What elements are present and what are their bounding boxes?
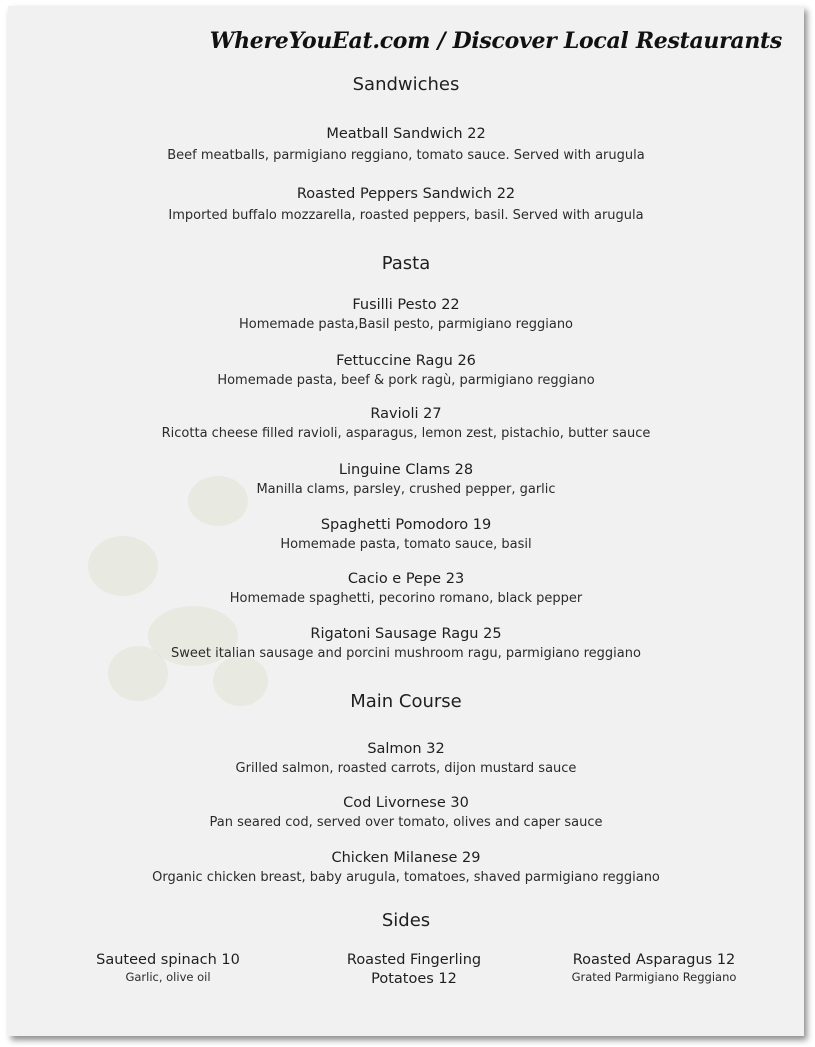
side-item — [78, 951, 258, 984]
menu-item-name: Linguine Clams 28 — [338, 462, 474, 478]
menu-item-name: Fusilli Pesto 22 — [352, 297, 460, 313]
section-title-main-course: Main Course — [350, 691, 462, 712]
menu-item-desc: Grilled salmon, roasted carrots, dijon mustard sauce — [235, 761, 577, 776]
side-item-desc: Garlic, olive oil — [125, 970, 211, 984]
section-title-sandwiches: Sandwiches — [352, 74, 460, 95]
menu-page — [8, 6, 804, 1036]
menu-item-desc: Sweet italian sausage and porcini mushroom ragu, parmigiano reggiano — [171, 646, 641, 661]
menu-item-desc: Homemade pasta, beef & pork ragù, parmigiano reggiano — [217, 373, 595, 388]
menu-item-desc: Ricotta cheese filled ravioli, asparagus, lemon zest, pistachio, butter sauce — [161, 426, 651, 441]
menu-item-desc: Homemade pasta,Basil pesto, parmigiano reggiano — [238, 317, 574, 332]
menu-item-desc: Homemade pasta, tomato sauce, basil — [280, 537, 532, 552]
menu-item-desc: Pan seared cod, served over tomato, olives and caper sauce — [209, 815, 603, 830]
menu-item-name: Ravioli 27 — [370, 406, 442, 422]
side-item-name-line1: Roasted Fingerling — [346, 952, 482, 968]
menu-item-name: Fettuccine Ragu 26 — [336, 353, 476, 369]
side-item-name: Roasted Asparagus 12 — [572, 952, 736, 968]
menu-item-name: Chicken Milanese 29 — [331, 850, 481, 866]
section-title-sides: Sides — [381, 910, 431, 931]
menu-item-name: Roasted Peppers Sandwich 22 — [296, 186, 516, 202]
menu-item-name: Meatball Sandwich 22 — [326, 126, 486, 142]
menu-item-name: Cod Livornese 30 — [343, 795, 469, 811]
watermark-text: WhereYouEat.com / Discover Local Restaurants — [209, 28, 782, 54]
section-title-pasta: Pasta — [381, 253, 431, 274]
side-item-desc: Grated Parmigiano Reggiano — [571, 970, 737, 984]
menu-item-desc: Homemade spaghetti, pecorino romano, black pepper — [229, 591, 583, 606]
menu-item-name: Rigatoni Sausage Ragu 25 — [310, 626, 502, 642]
side-item-name: Sauteed spinach 10 — [96, 952, 240, 968]
menu-item-desc: Organic chicken breast, baby arugula, tomatoes, shaved parmigiano reggiano — [152, 870, 660, 885]
menu-item-name: Cacio e Pepe 23 — [347, 571, 465, 587]
menu-item-desc: Imported buffalo mozzarella, roasted peppers, basil. Served with arugula — [168, 208, 644, 223]
menu-item-name: Spaghetti Pomodoro 19 — [320, 517, 492, 533]
menu-item-name: Salmon 32 — [367, 741, 445, 757]
side-item-name-line2: Potatoes 12 — [371, 971, 457, 987]
side-item — [554, 951, 754, 984]
side-item — [324, 951, 504, 989]
menu-item-desc: Manilla clams, parsley, crushed pepper, garlic — [256, 482, 556, 497]
menu-item-desc: Beef meatballs, parmigiano reggiano, tomato sauce. Served with arugula — [167, 148, 645, 163]
